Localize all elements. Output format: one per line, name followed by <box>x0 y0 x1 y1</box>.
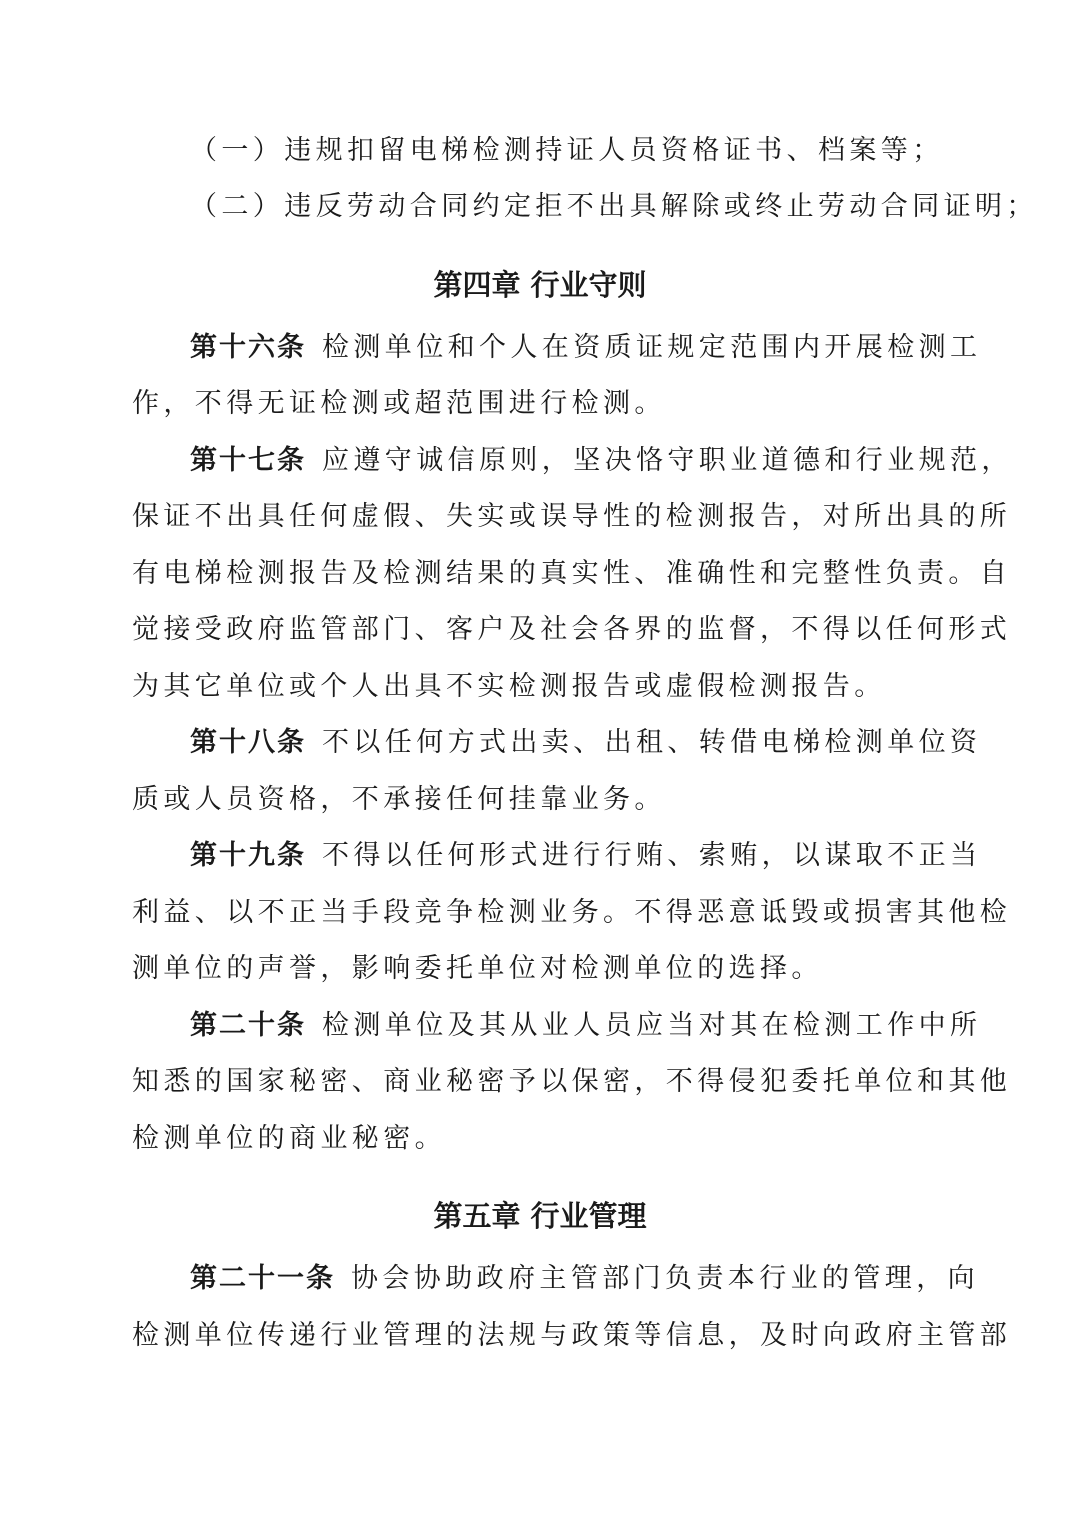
article-19-number: 第十九条 <box>190 840 306 871</box>
article-20-line-3: 检测单位的商业秘密。 <box>132 1123 446 1154</box>
article-19-line-2: 利益、以不正当手段竞争检测业务。不得恶意诋毁或损害其他检 <box>132 897 1012 928</box>
article-16-number: 第十六条 <box>190 332 306 363</box>
article-18-line-1 <box>190 727 982 758</box>
article-17-line-4: 觉接受政府监管部门、客户及社会各界的监督，不得以任何形式 <box>132 614 1012 645</box>
article-18-number: 第十八条 <box>190 727 306 758</box>
article-21-line-1 <box>190 1263 979 1294</box>
article-21-number: 第二十一条 <box>190 1263 335 1294</box>
chapter-4-heading: 第四章 行业守则 <box>433 268 647 302</box>
chapter-5-heading: 第五章 行业管理 <box>433 1199 647 1233</box>
article-16-line-2: 作，不得无证检测或超范围进行检测。 <box>132 388 666 419</box>
article-19-text-1: 不得以任何形式进行行贿、索贿，以谋取不正当 <box>322 840 982 871</box>
article-17-text-1: 应遵守诚信原则，坚决恪守职业道德和行业规范， <box>322 445 1013 476</box>
article-18-line-2: 质或人员资格，不承接任何挂靠业务。 <box>132 784 666 815</box>
article-20-line-2: 知悉的国家秘密、商业秘密予以保密，不得侵犯委托单位和其他 <box>132 1066 1012 1097</box>
article-21-line-2: 检测单位传递行业管理的法规与政策等信息，及时向政府主管部 <box>132 1320 1012 1351</box>
article-20-line-1 <box>190 1010 982 1041</box>
list-item-2: （二）违反劳动合同约定拒不出具解除或终止劳动合同证明； <box>190 191 1038 222</box>
article-17-line-2: 保证不出具任何虚假、失实或误导性的检测报告，对所出具的所 <box>132 501 1012 532</box>
article-20-number: 第二十条 <box>190 1010 306 1041</box>
article-17-line-3: 有电梯检测报告及检测结果的真实性、准确性和完整性负责。自 <box>132 558 1012 589</box>
article-17-line-5: 为其它单位或个人出具不实检测报告或虚假检测报告。 <box>132 671 886 702</box>
article-21-text-1: 协会协助政府主管部门负责本行业的管理，向 <box>351 1263 979 1294</box>
article-17-line-1 <box>190 445 1013 476</box>
article-18-text-1: 不以任何方式出卖、出租、转借电梯检测单位资 <box>322 727 982 758</box>
article-17-number: 第十七条 <box>190 445 306 476</box>
list-item-1: （一）违规扣留电梯检测持证人员资格证书、档案等； <box>190 135 944 166</box>
article-19-line-1 <box>190 840 982 871</box>
article-19-line-3: 测单位的声誉，影响委托单位对检测单位的选择。 <box>132 953 823 984</box>
article-16-text-1: 检测单位和个人在资质证规定范围内开展检测工 <box>322 332 982 363</box>
article-16-line-1 <box>190 332 982 363</box>
article-20-text-1: 检测单位及其从业人员应当对其在检测工作中所 <box>322 1010 982 1041</box>
